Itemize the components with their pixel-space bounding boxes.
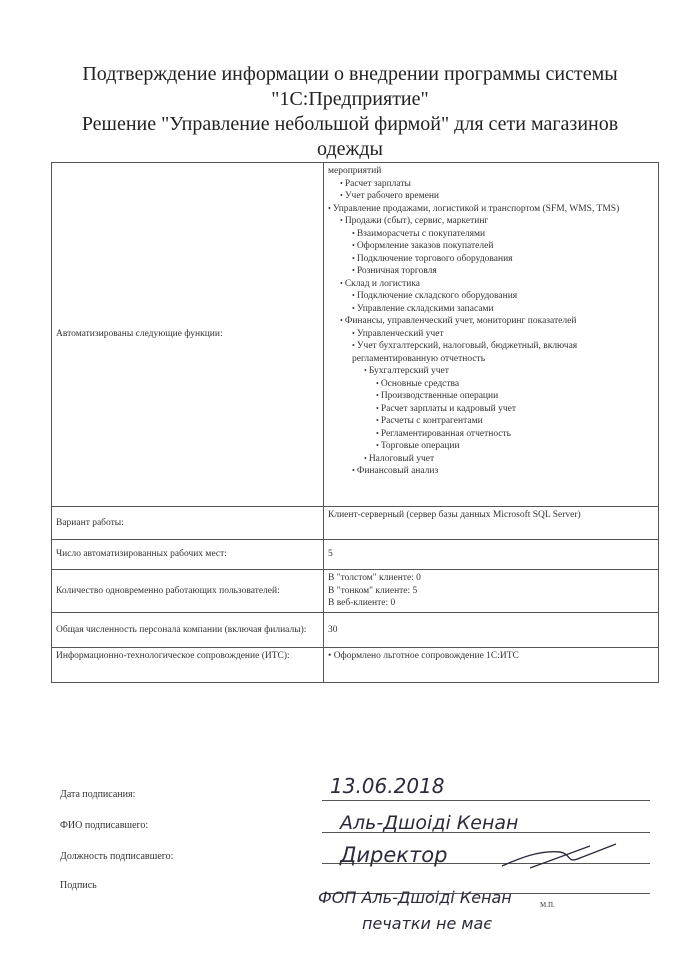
function-item: • Бухгалтерский учет [328, 365, 654, 378]
function-item: • Продажи (сбыт), сервис, маркетинг [328, 215, 654, 228]
title-line-2: "1С:Предприятие" [271, 88, 429, 110]
function-item: • Торговые операции [328, 440, 654, 453]
variant-value: Клиент-серверный (сервер базы данных Microsoft SQL Server) [324, 507, 659, 540]
sign-handwritten: ФОП Аль-Дшоіді Кенан [318, 888, 512, 907]
function-item: • Налоговый учет [328, 453, 654, 466]
document-title [0, 62, 700, 162]
users-web-client: В веб-клиенте: 0 [328, 598, 396, 608]
implementation-info-table [51, 162, 659, 683]
signature-scribble-icon [500, 840, 620, 872]
its-row [52, 648, 659, 683]
function-item: • Склад и логистика [328, 278, 654, 291]
function-item: • Взаиморасчеты с покупателями [328, 228, 654, 241]
sign-label: Подпись [60, 880, 97, 891]
functions-list [324, 163, 659, 507]
variant-label: Вариант работы: [52, 507, 324, 540]
function-item: • Основные средства [328, 378, 654, 391]
its-label: Информационно-технологическое сопровождение (ИТС): [52, 648, 324, 683]
staff-row [52, 613, 659, 648]
stamp-mark: М.П. [540, 901, 555, 909]
function-item: • Учет бухгалтерский, налоговый, бюджетный, включая регламентированную отчетность [328, 340, 654, 365]
date-line [322, 800, 650, 801]
function-item: • Расчет зарплаты и кадровый учет [328, 403, 654, 416]
users-row [52, 570, 659, 613]
function-item: • Оформление заказов покупателей [328, 240, 654, 253]
position-handwritten: Директор [340, 843, 448, 867]
title-line-4: одежды [317, 138, 383, 160]
function-item: • Финансы, управленческий учет, мониторинг показателей [328, 315, 654, 328]
function-item: • Подключение торгового оборудования [328, 253, 654, 266]
staff-label: Общая численность персонала компании (включая филиалы): [52, 613, 324, 648]
workplaces-label: Число автоматизированных рабочих мест: [52, 540, 324, 570]
title-line-1: Подтверждение информации о внедрении программы системы [82, 63, 618, 85]
function-item: • Финансовый анализ [328, 465, 654, 478]
functions-row [52, 163, 659, 507]
function-item: • Производственные операции [328, 390, 654, 403]
function-item: • Управленческий учет [328, 328, 654, 341]
title-line-3: Решение "Управление небольшой фирмой" для сети магазинов [81, 113, 619, 135]
date-label: Дата подписания: [60, 789, 136, 800]
function-item: • Расчет зарплаты [328, 178, 654, 191]
users-value [324, 570, 659, 613]
position-label: Должность подписавшего: [60, 851, 174, 862]
workplaces-value: 5 [324, 540, 659, 570]
functions-label: Автоматизированы следующие функции: [52, 163, 324, 507]
function-item: • Управление складскими запасами [328, 303, 654, 316]
name-handwritten: Аль-Дшоіді Кенан [340, 812, 519, 834]
function-item: • Регламентированная отчетность [328, 428, 654, 441]
users-thin-client: В "тонком" клиенте: 5 [328, 585, 418, 596]
function-item: • Расчеты с контрагентами [328, 415, 654, 428]
function-item: мероприятий [328, 166, 382, 176]
its-value: • Оформлено льготное сопровождение 1С:ИТС [324, 648, 659, 683]
name-label: ФИО подписавшего: [60, 820, 149, 831]
function-item: • Подключение складского оборудования [328, 290, 654, 303]
stamp-note-handwritten: печатки не має [362, 914, 493, 933]
variant-row [52, 507, 659, 540]
workplaces-row [52, 540, 659, 570]
date-handwritten: 13.06.2018 [330, 774, 445, 798]
function-item: • Розничная торговля [328, 265, 654, 278]
function-item: • Учет рабочего времени [328, 190, 654, 203]
staff-value: 30 [324, 613, 659, 648]
users-thick-client: В "толстом" клиенте: 0 [328, 573, 421, 583]
function-item: • Управление продажами, логистикой и транспортом (SFM, WMS, TMS) [328, 203, 654, 216]
users-label: Количество одновременно работающих пользователей: [52, 570, 324, 613]
